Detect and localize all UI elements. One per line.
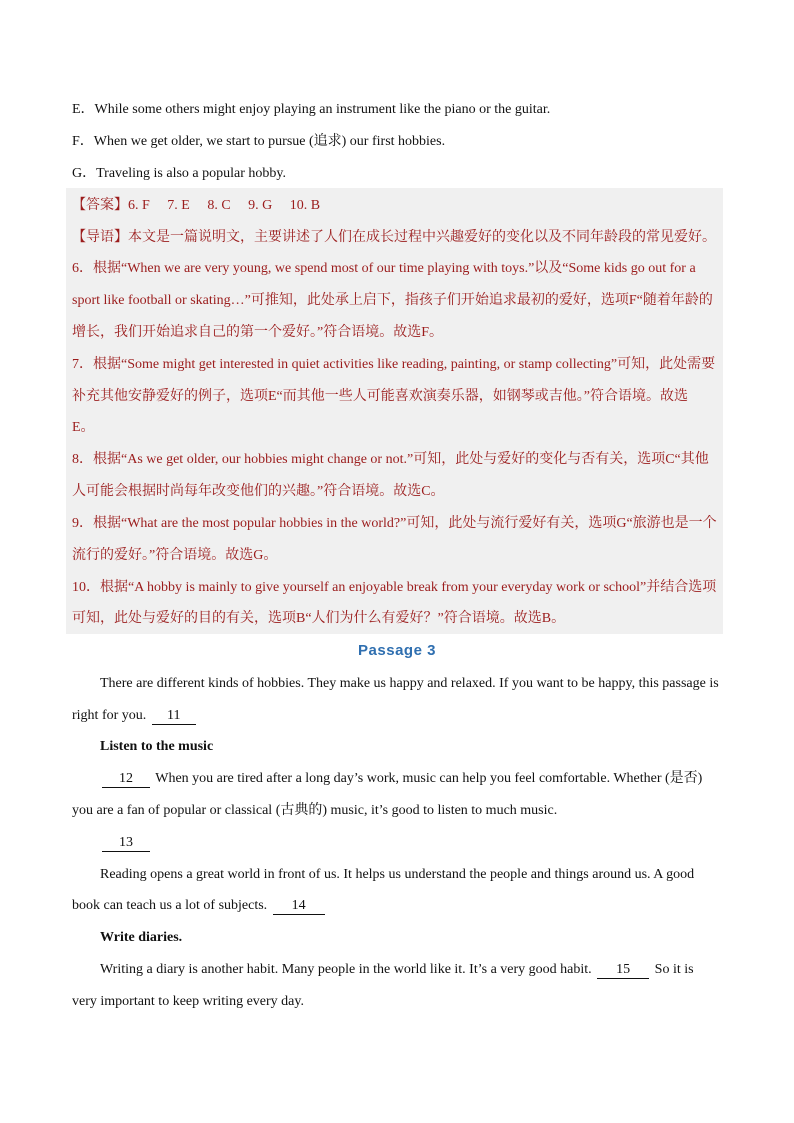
- blank-13-line: [100, 833, 750, 853]
- explanation-line: E。: [72, 420, 95, 435]
- guide-line: 【导语】本文是一篇说明文，主要讲述了人们在成长过程中兴趣爱好的变化以及不同年龄段的常见爱好。: [72, 230, 716, 245]
- intro-text: right for you.: [72, 708, 147, 723]
- answer-explanation-box: [66, 188, 723, 634]
- answer-line: 【答案】6. F 7. E 8. C 9. G 10. B: [72, 198, 321, 213]
- heading-write-diaries: Write diaries.: [100, 930, 183, 945]
- reading-text-2: book can teach us a lot of subjects.: [72, 898, 268, 913]
- explanation-line: 6．根据“When we are very young, we spend most of our time playing with toys.”以及“Some kids go out for a: [72, 261, 696, 276]
- explanation-line: 10．根据“A hobby is mainly to give yourself an enjoyable break from your everyday work or school”并结合选项: [72, 580, 717, 595]
- reading-line-1: Reading opens a great world in front of us. It helps us understand the people and things around us. A good: [100, 867, 695, 882]
- music-line-1: [100, 769, 720, 789]
- diary-text-1b: So it is: [654, 962, 694, 977]
- explanation-line: sport like football or skating…”可推知，此处承上启下，指孩子们开始追求最初的爱好，选项F“随着年龄的: [72, 293, 713, 308]
- blank-12[interactable]: 12: [102, 771, 150, 788]
- option-f: F．When we get older, we start to pursue (追求) our first hobbies.: [72, 134, 446, 149]
- explanation-line: 补充其他安静爱好的例子，选项E“而其他一些人可能喜欢演奏乐器，如钢琴或吉他。”符合语境。故选: [72, 389, 688, 404]
- music-text-1: When you are tired after a long day’s work, music can help you feel comfortable. Whether (是否): [155, 771, 703, 786]
- explanation-line: 8．根据“As we get older, our hobbies might change or not.”可知，此处与爱好的变化与否有关，选项C“其他: [72, 452, 709, 467]
- music-line-2: you are a fan of popular or classical (古典的) music, it’s good to listen to much music.: [72, 803, 558, 818]
- intro-line-2: [72, 706, 722, 726]
- intro-line-1: There are different kinds of hobbies. They make us happy and relaxed. If you want to be happy, this passage is: [100, 676, 719, 691]
- explanation-line: 增长，我们开始追求自己的第一个爱好。”符合语境。故选F。: [72, 325, 443, 340]
- passage-title: Passage 3: [358, 642, 436, 659]
- explanation-line: 流行的爱好。”符合语境。故选G。: [72, 548, 278, 563]
- explanation-line: 人可能会根据时尚每年改变他们的兴趣。”符合语境。故选C。: [72, 484, 445, 499]
- heading-listen-to-music: Listen to the music: [100, 739, 214, 754]
- blank-11[interactable]: 11: [152, 708, 196, 725]
- explanation-line: 9．根据“What are the most popular hobbies in the world?”可知，此处与流行爱好有关，选项G“旅游也是一个: [72, 516, 717, 531]
- option-e: E．While some others might enjoy playing an instrument like the piano or the guitar.: [72, 102, 551, 117]
- diary-line-1: [100, 960, 720, 980]
- blank-14[interactable]: 14: [273, 898, 325, 915]
- blank-15[interactable]: 15: [597, 962, 649, 979]
- blank-13[interactable]: 13: [102, 835, 150, 852]
- explanation-line: 7．根据“Some might get interested in quiet activities like reading, painting, or stamp collecting”可知，此处需要: [72, 357, 716, 372]
- explanation-line: 可知，此处与爱好的目的有关，选项B“人们为什么有爱好？”符合语境。故选B。: [72, 611, 566, 626]
- option-g: G．Traveling is also a popular hobby.: [72, 166, 286, 181]
- reading-line-2: [72, 896, 722, 916]
- diary-line-2: very important to keep writing every day.: [72, 994, 304, 1009]
- diary-text-1: Writing a diary is another habit. Many people in the world like it. It’s a very good habit.: [100, 962, 592, 977]
